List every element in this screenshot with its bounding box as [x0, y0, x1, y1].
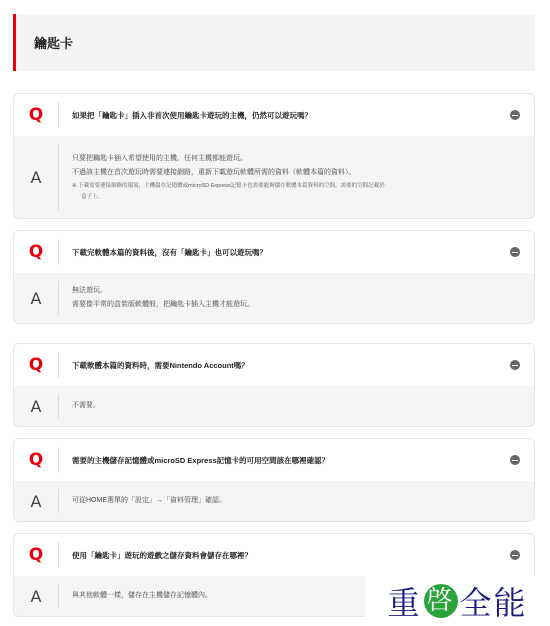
faq-answer-text: [59, 152, 534, 203]
section-title: 鑰匙卡: [34, 36, 74, 51]
question-marker: Q: [28, 545, 44, 565]
faq-item: [13, 230, 535, 324]
answer-line: 只要把鑰匙卡插入希望使用的主機，任何主機都能遊玩。: [72, 154, 247, 162]
watermark-text: [387, 578, 527, 624]
faq-item: [13, 93, 535, 219]
watermark-logo: [365, 576, 550, 626]
faq-question-text: 下載軟體本篇的資料時，需要Nintendo Account嗎？: [72, 360, 249, 370]
collapse-icon[interactable]: [510, 550, 520, 560]
faq-question-text: 下載完軟體本篇的資料後，沒有「鑰匙卡」也可以遊玩嗎？: [72, 247, 267, 257]
collapse-icon[interactable]: [510, 360, 520, 370]
faq-question-row[interactable]: [14, 534, 534, 576]
faq-question-text: 使用「鑰匙卡」遊玩的遊戲之儲存資料會儲存在哪裡？: [72, 550, 252, 560]
faq-item: [13, 343, 535, 427]
faq-answer-text: [59, 284, 534, 312]
faq-answer-text: [59, 494, 534, 508]
answer-marker: A: [30, 396, 42, 416]
note-line: 盒子上。: [81, 193, 104, 200]
faq-answer-row: [14, 273, 534, 323]
answer-marker: A: [30, 586, 42, 606]
watermark-circle: 啓: [424, 584, 458, 618]
faq-answer-row: [14, 136, 534, 218]
faq-question-text: 需要的主機儲存記憶體或microSD Express記憶卡的可用空間該在哪裡確認？: [72, 455, 330, 465]
watermark-right: 全能: [459, 584, 528, 622]
faq-question-row[interactable]: [14, 439, 534, 481]
answer-line: 無法遊玩。: [72, 287, 107, 294]
question-marker: Q: [28, 355, 44, 375]
answer-line: 不需要。: [72, 402, 100, 409]
answer-marker: A: [30, 288, 42, 308]
page-section-header: [13, 14, 535, 71]
question-marker: Q: [28, 242, 44, 262]
question-marker: Q: [28, 105, 44, 125]
faq-question-row[interactable]: [14, 94, 534, 136]
watermark-left: 重: [387, 584, 422, 622]
answer-marker: A: [30, 491, 42, 511]
faq-question-text: 如果把「鑰匙卡」插入非首次使用鑰匙卡遊玩的主機，仍然可以遊玩嗎？: [72, 110, 312, 120]
answer-line: 與其他軟體一樣，儲存在主機儲存記憶體內。: [72, 592, 212, 599]
collapse-icon[interactable]: [510, 455, 520, 465]
faq-item: [13, 438, 535, 522]
answer-marker: A: [30, 167, 42, 187]
note-line: ※ 下載需要連接網路的環境，主機儲存記憶體或microSD Express記憶卡也需要能夠儲存軟體本篇資料的空間。需要的空間記載於: [72, 182, 385, 189]
collapse-icon[interactable]: [510, 110, 520, 120]
question-marker: Q: [28, 450, 44, 470]
answer-line: 可從HOME選單的「設定」→「資料管理」確認。: [72, 497, 226, 504]
faq-question-row[interactable]: [14, 344, 534, 386]
faq-question-row[interactable]: [14, 231, 534, 273]
answer-line: 需要像平常的盒裝版軟體般，把鑰匙卡插入主機才能遊玩。: [72, 301, 254, 308]
faq-answer-text: [59, 399, 534, 413]
faq-answer-row: [14, 481, 534, 521]
collapse-icon[interactable]: [510, 247, 520, 257]
faq-answer-row: [14, 386, 534, 426]
answer-line: 不過該主機在首次遊玩時需要連接網路，重新下載遊玩軟體所需的資料（軟體本篇的資料）。: [72, 168, 356, 176]
answer-note: [72, 181, 534, 203]
